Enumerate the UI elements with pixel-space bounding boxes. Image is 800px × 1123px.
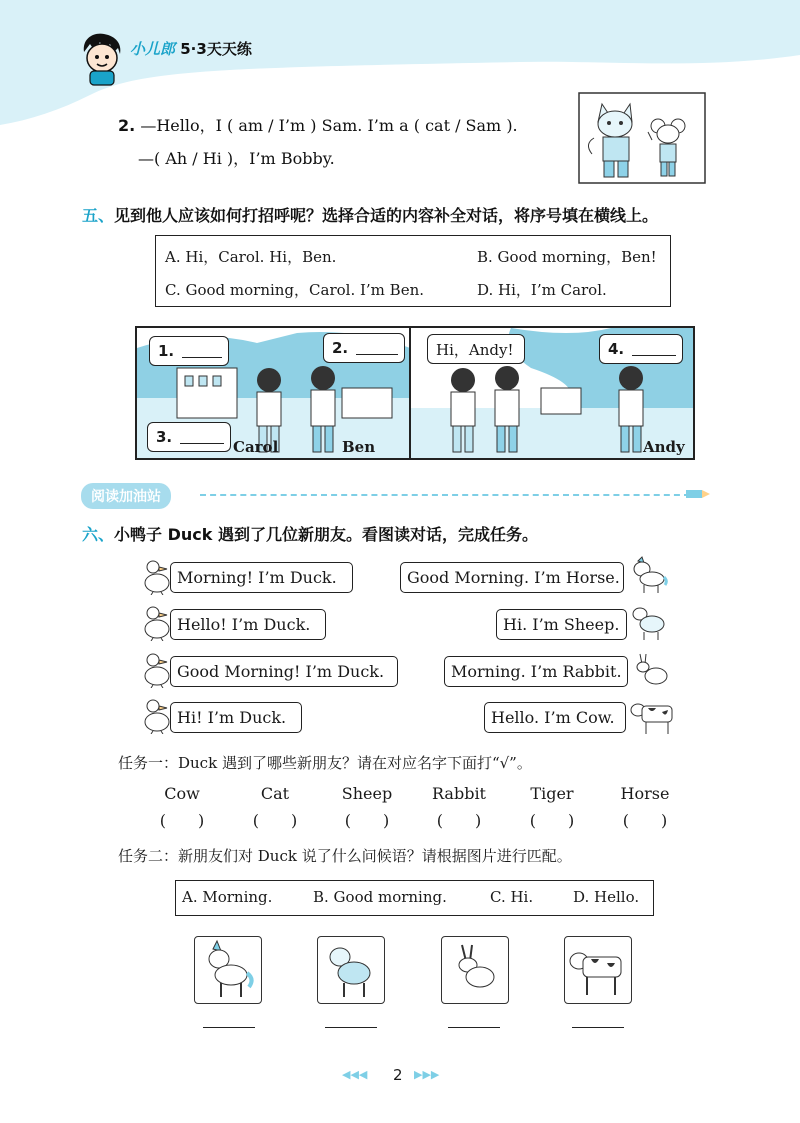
animal-sheep: Sheep: [341, 784, 393, 803]
bubble-2-blank[interactable]: [356, 354, 398, 355]
reading-dash-line: [200, 494, 690, 496]
check-blank-tiger[interactable]: ( ): [529, 811, 575, 830]
brand-name: 小儿郎: [130, 40, 176, 58]
series-name: 5·3天天练: [180, 40, 252, 58]
task1-title: 任务一：Duck 遇到了哪些新朋友？请在对应名字下面打“√”。: [118, 754, 532, 772]
greeting-scene-1: [135, 326, 412, 460]
cat-mouse-picture: [578, 92, 706, 184]
animal-tiger: Tiger: [530, 784, 574, 803]
reading-station-tag: 阅读加油站: [81, 483, 171, 509]
match-blank-cow[interactable]: [572, 1027, 624, 1028]
task2-option-d: D. Hello.: [573, 888, 640, 906]
task2-title: 任务二：新朋友们对 Duck 说了什么问候语？请根据图片进行匹配。: [118, 847, 572, 865]
bubble-2: [323, 333, 405, 363]
bubble-3-number: 3.: [156, 428, 173, 446]
animal-cow: Cow: [164, 784, 200, 803]
name-ben: Ben: [342, 438, 376, 456]
animal-rabbit: Rabbit: [432, 784, 486, 803]
match-blank-sheep[interactable]: [325, 1027, 377, 1028]
duck-line-4: Hi! I’m Duck.: [170, 702, 302, 733]
q2-line1: [118, 113, 518, 136]
cow-picture: [564, 936, 632, 1004]
name-carol: Carol: [233, 438, 279, 456]
section6-title-text: 小鸭子 Duck 遇到了几位新朋友。看图读对话，完成任务。: [114, 525, 538, 544]
check-blank-horse[interactable]: ( ): [622, 811, 668, 830]
duck-icon: [141, 698, 171, 734]
q2-line2: —( Ah / Hi )，I’m Bobby.: [138, 149, 335, 168]
cow-line: Hello. I’m Cow.: [484, 702, 626, 733]
duck-line-2: Hello! I’m Duck.: [170, 609, 326, 640]
horse-picture: [194, 936, 262, 1004]
bubble-3-blank[interactable]: [180, 443, 224, 444]
section6-number: 六、: [82, 525, 115, 544]
right-arrows-icon: ▶▶▶: [414, 1068, 440, 1081]
check-blank-cow[interactable]: ( ): [159, 811, 205, 830]
option-d: D. Hi，I’m Carol.: [477, 281, 607, 299]
duck-icon: [141, 559, 171, 595]
match-blank-rabbit[interactable]: [448, 1027, 500, 1028]
horse-icon: [628, 555, 668, 595]
duck-line-1: Morning! I’m Duck.: [170, 562, 353, 593]
section5-title-text: 见到他人应该如何打招呼呢？选择合适的内容补全对话，将序号填在横线上。: [114, 206, 659, 225]
bubble-1-blank[interactable]: [182, 357, 222, 358]
rabbit-picture: [441, 936, 509, 1004]
bubble-4-blank[interactable]: [632, 355, 676, 356]
bubble-1-number: 1.: [158, 342, 175, 360]
task2-option-b: B. Good morning.: [313, 888, 447, 906]
animal-cat: Cat: [260, 784, 290, 803]
bubble-2-number: 2.: [332, 339, 349, 357]
q2-line1-text: —Hello，I ( am / I’m ) Sam. I’m a ( cat / Sam ).: [140, 116, 518, 135]
horse-line: Good Morning. I’m Horse.: [400, 562, 624, 593]
sheep-icon: [628, 602, 668, 642]
pencil-icon: [686, 486, 710, 502]
task2-option-a: A. Morning.: [182, 888, 273, 906]
section5-number: 五、: [82, 206, 115, 225]
task2-option-c: C. Hi.: [490, 888, 534, 906]
greeting-scene-2: [409, 326, 695, 460]
duck-icon: [141, 605, 171, 641]
check-blank-sheep[interactable]: ( ): [344, 811, 390, 830]
header-title: [130, 38, 252, 59]
bubble-hi-andy: Hi，Andy!: [427, 334, 525, 364]
bubble-1: [149, 336, 229, 366]
option-a: A. Hi，Carol. Hi，Ben.: [165, 248, 337, 266]
option-b: B. Good morning，Ben!: [477, 248, 657, 266]
animal-horse: Horse: [620, 784, 670, 803]
check-blank-rabbit[interactable]: ( ): [436, 811, 482, 830]
boy-mascot-icon: [78, 30, 126, 86]
page-number: 2: [393, 1066, 403, 1084]
duck-line-3: Good Morning! I’m Duck.: [170, 656, 398, 687]
check-blank-cat[interactable]: ( ): [252, 811, 298, 830]
option-c: C. Good morning，Carol. I’m Ben.: [165, 281, 425, 299]
rabbit-line: Morning. I’m Rabbit.: [444, 656, 628, 687]
q2-number: 2.: [118, 116, 136, 135]
bubble-4: [599, 334, 683, 364]
bubble-3: [147, 422, 231, 452]
name-andy: Andy: [643, 438, 685, 456]
cow-icon: [628, 696, 680, 736]
sheep-picture: [317, 936, 385, 1004]
section6-title: [82, 522, 538, 545]
bubble-4-number: 4.: [608, 340, 625, 358]
sheep-line: Hi. I’m Sheep.: [496, 609, 627, 640]
rabbit-icon: [630, 652, 670, 688]
duck-icon: [141, 652, 171, 688]
left-arrows-icon: ◀◀◀: [342, 1068, 368, 1081]
match-blank-horse[interactable]: [203, 1027, 255, 1028]
section5-title: [82, 203, 658, 226]
